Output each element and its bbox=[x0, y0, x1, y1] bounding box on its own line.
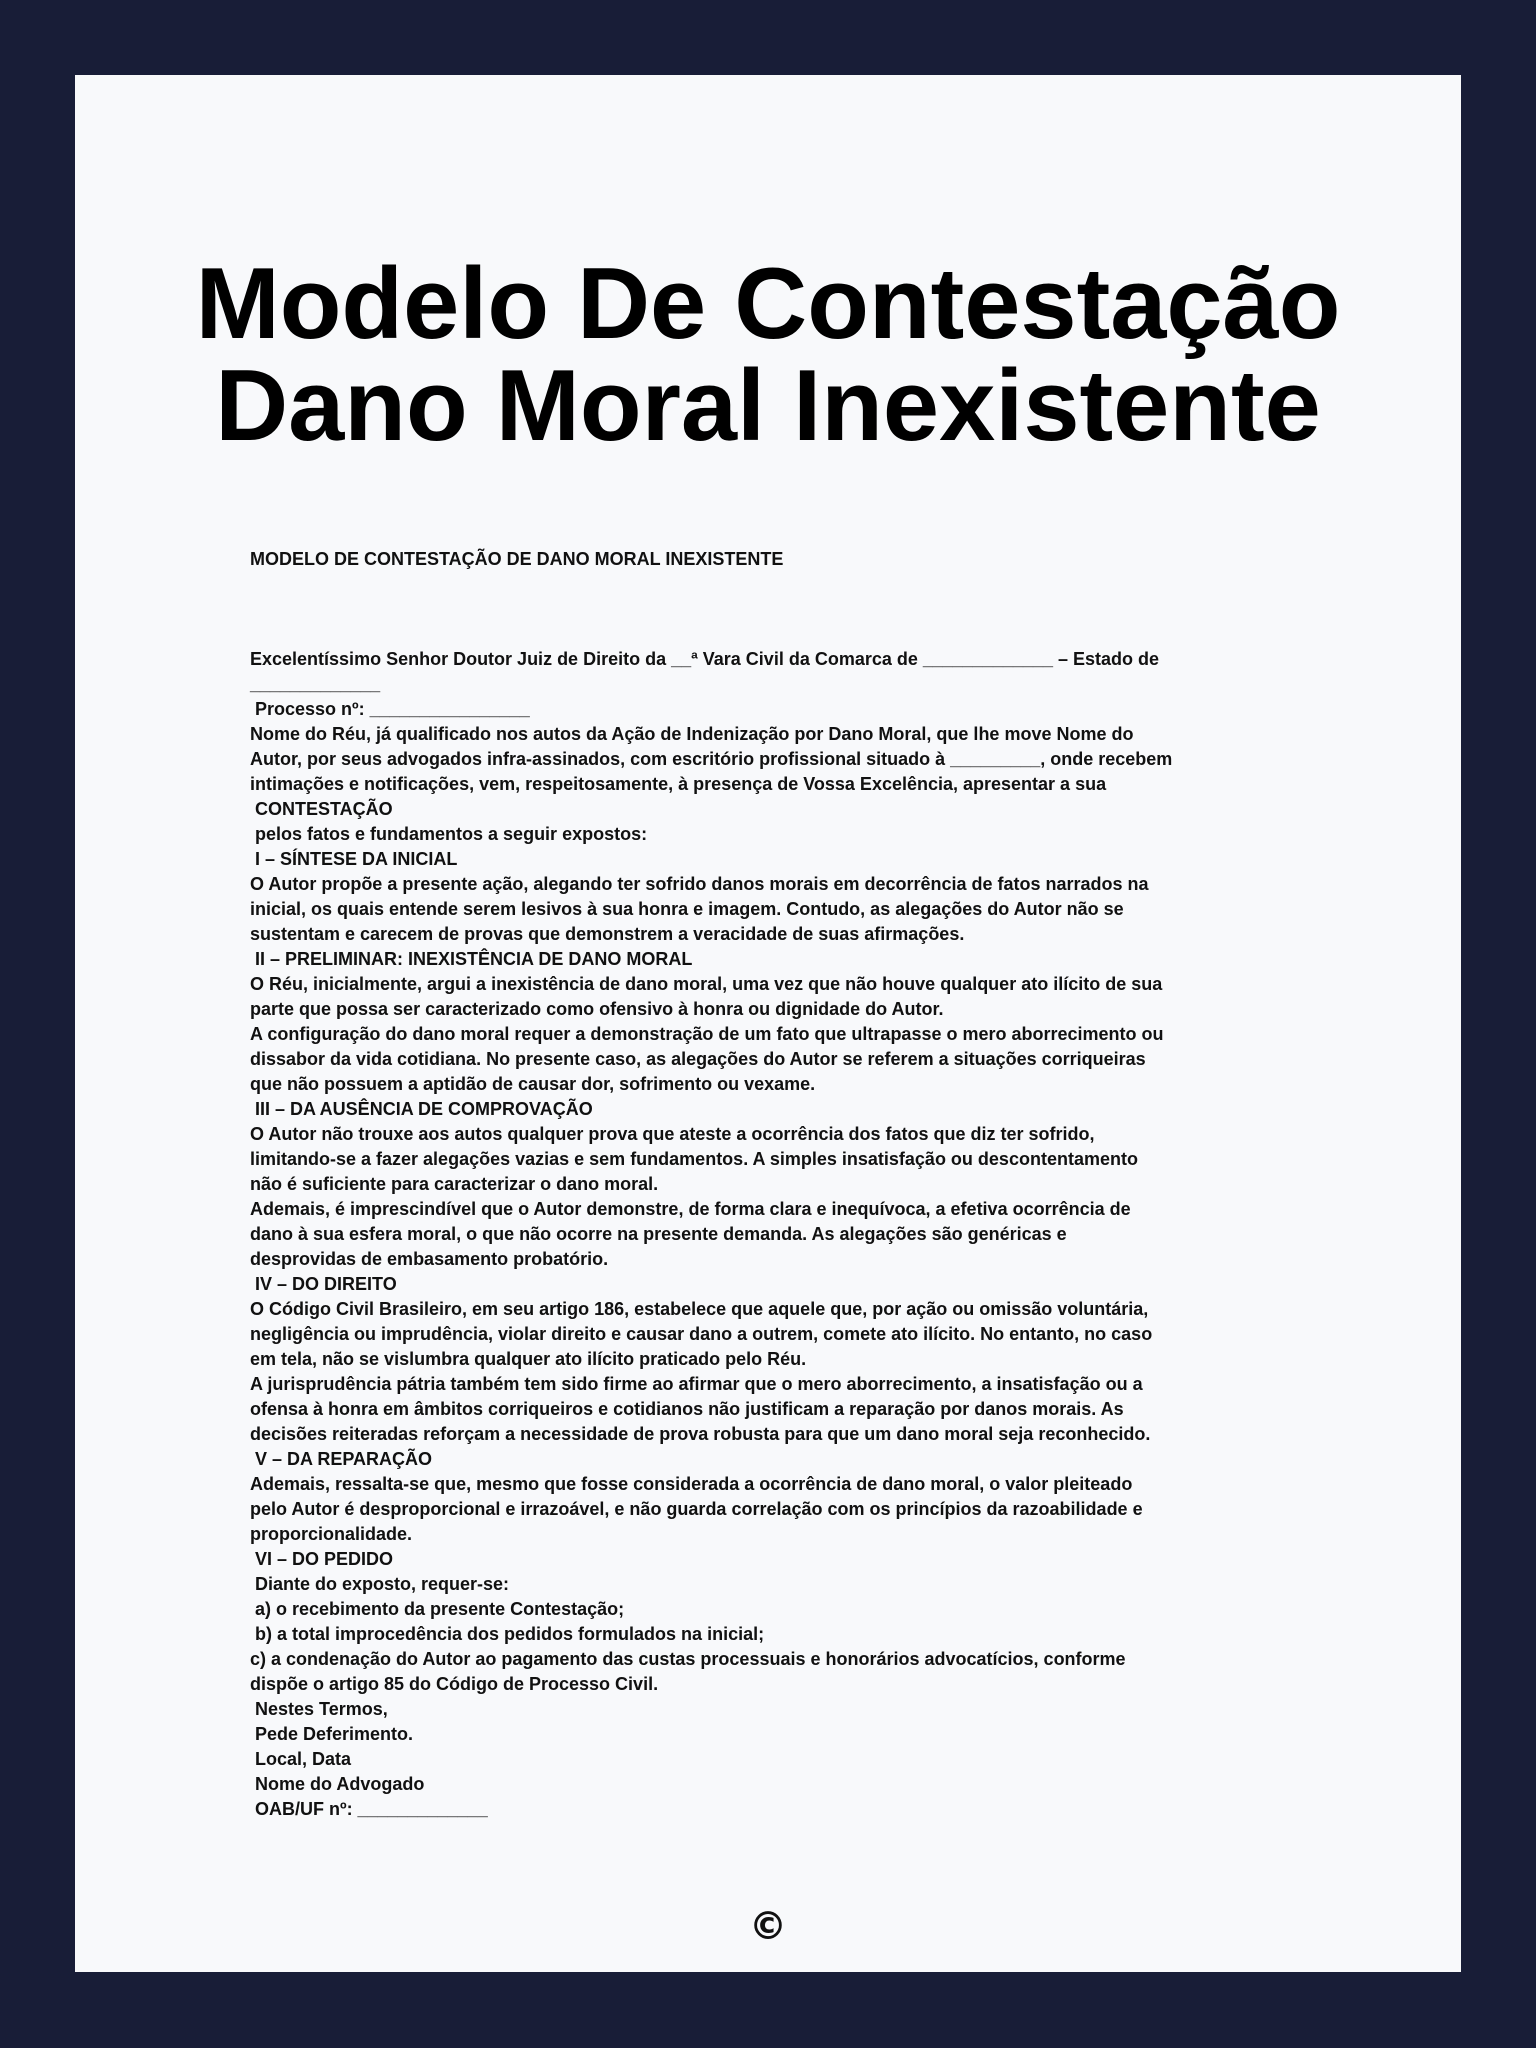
document-body bbox=[250, 547, 1370, 1822]
document-line: O Autor não trouxe aos autos qualquer prova que ateste a ocorrência dos fatos que diz ter sofrido, bbox=[250, 1124, 1095, 1144]
document-line: V – DA REPARAÇÃO bbox=[250, 1449, 433, 1469]
document-line: intimações e notificações, vem, respeitosamente, à presença de Vossa Excelência, apresentar a sua bbox=[250, 774, 1107, 794]
document-line: A configuração do dano moral requer a demonstração de um fato que ultrapasse o mero aborrecimento ou bbox=[250, 1024, 1164, 1044]
document-line: II – PRELIMINAR: INEXISTÊNCIA DE DANO MORAL bbox=[250, 949, 693, 969]
document-line: pelos fatos e fundamentos a seguir expostos: bbox=[250, 824, 648, 844]
document-line: O Réu, inicialmente, argui a inexistência de dano moral, uma vez que não houve qualquer ato ilícito de sua bbox=[250, 974, 1163, 994]
copyright-icon: © bbox=[749, 1904, 787, 1948]
document-line: Excelentíssimo Senhor Doutor Juiz de Direito da __ª Vara Civil da Comarca de _____________ – Estado de bbox=[250, 649, 1160, 669]
document-line: desprovidas de embasamento probatório. bbox=[250, 1249, 609, 1269]
document-line: b) a total improcedência dos pedidos formulados na inicial; bbox=[250, 1624, 765, 1644]
document-page bbox=[75, 75, 1461, 1972]
document-line: ofensa à honra em âmbitos corriqueiros e cotidianos não justificam a reparação por danos morais. As bbox=[250, 1399, 1124, 1419]
document-line: pelo Autor é desproporcional e irrazoável, e não guarda correlação com os princípios da razoabilidade e bbox=[250, 1499, 1143, 1519]
document-line: O Autor propõe a presente ação, alegando ter sofrido danos morais em decorrência de fatos narrados na bbox=[250, 874, 1149, 894]
document-line: dissabor da vida cotidiana. No presente caso, as alegações do Autor se referem a situações corriqueiras bbox=[250, 1049, 1146, 1069]
document-line: Pede Deferimento. bbox=[250, 1724, 414, 1744]
document-line: a) o recebimento da presente Contestação; bbox=[250, 1599, 625, 1619]
document-heading: MODELO DE CONTESTAÇÃO DE DANO MORAL INEXISTENTE bbox=[250, 549, 784, 569]
document-line: dispõe o artigo 85 do Código de Processo Civil. bbox=[250, 1674, 659, 1694]
document-line: A jurisprudência pátria também tem sido firme ao afirmar que o mero aborrecimento, a insatisfação ou a bbox=[250, 1374, 1143, 1394]
document-line: decisões reiteradas reforçam a necessidade de prova robusta para que um dano moral seja reconhecido. bbox=[250, 1424, 1151, 1444]
document-line: _____________ bbox=[250, 674, 381, 694]
document-line: I – SÍNTESE DA INICIAL bbox=[250, 849, 458, 869]
page-title-line-2: Dano Moral Inexistente bbox=[215, 350, 1321, 462]
document-line: c) a condenação do Autor ao pagamento das custas processuais e honorários advocatícios, conforme bbox=[250, 1649, 1126, 1669]
document-line: inicial, os quais entende serem lesivos à sua honra e imagem. Contudo, as alegações do Autor não se bbox=[250, 899, 1124, 919]
document-line: parte que possa ser caracterizado como ofensivo à honra ou dignidade do Autor. bbox=[250, 999, 944, 1019]
document-line: limitando-se a fazer alegações vazias e sem fundamentos. A simples insatisfação ou descontentamento bbox=[250, 1149, 1138, 1169]
document-lines bbox=[250, 647, 1370, 1822]
document-line: sustentam e carecem de provas que demonstrem a veracidade de suas afirmações. bbox=[250, 924, 965, 944]
document-line: Local, Data bbox=[250, 1749, 352, 1769]
document-line: III – DA AUSÊNCIA DE COMPROVAÇÃO bbox=[250, 1099, 593, 1119]
document-line: Autor, por seus advogados infra-assinados, com escritório profissional situado à _________, onde recebem bbox=[250, 749, 1173, 769]
document-line: Nome do Advogado bbox=[250, 1774, 425, 1794]
document-line: O Código Civil Brasileiro, em seu artigo 186, estabelece que aquele que, por ação ou omissão voluntária, bbox=[250, 1299, 1149, 1319]
document-line: Diante do exposto, requer-se: bbox=[250, 1574, 510, 1594]
document-line: em tela, não se vislumbra qualquer ato ilícito praticado pelo Réu. bbox=[250, 1349, 807, 1369]
page-title bbox=[75, 248, 1461, 462]
document-line: Ademais, ressalta-se que, mesmo que fosse considerada a ocorrência de dano moral, o valor pleiteado bbox=[250, 1474, 1133, 1494]
document-line: Nome do Réu, já qualificado nos autos da Ação de Indenização por Dano Moral, que lhe move Nome do bbox=[250, 724, 1134, 744]
document-line: CONTESTAÇÃO bbox=[250, 799, 393, 819]
document-line: Nestes Termos, bbox=[250, 1699, 388, 1719]
document-line: dano à sua esfera moral, o que não ocorre na presente demanda. As alegações são genéricas e bbox=[250, 1224, 1067, 1244]
document-line: Ademais, é imprescindível que o Autor demonstre, de forma clara e inequívoca, a efetiva ocorrência de bbox=[250, 1199, 1131, 1219]
document-line: OAB/UF nº: _____________ bbox=[250, 1799, 488, 1819]
document-line: não é suficiente para caracterizar o dano moral. bbox=[250, 1174, 659, 1194]
document-line: VI – DO PEDIDO bbox=[250, 1549, 394, 1569]
document-line: que não possuem a aptidão de causar dor, sofrimento ou vexame. bbox=[250, 1074, 816, 1094]
document-line: proporcionalidade. bbox=[250, 1524, 413, 1544]
document-line: IV – DO DIREITO bbox=[250, 1274, 397, 1294]
document-line: Processo nº: ________________ bbox=[250, 699, 530, 719]
page-title-line-1: Modelo De Contestação bbox=[195, 248, 1341, 360]
document-line: negligência ou imprudência, violar direito e causar dano a outrem, comete ato ilícito. No entanto, no caso bbox=[250, 1324, 1153, 1344]
